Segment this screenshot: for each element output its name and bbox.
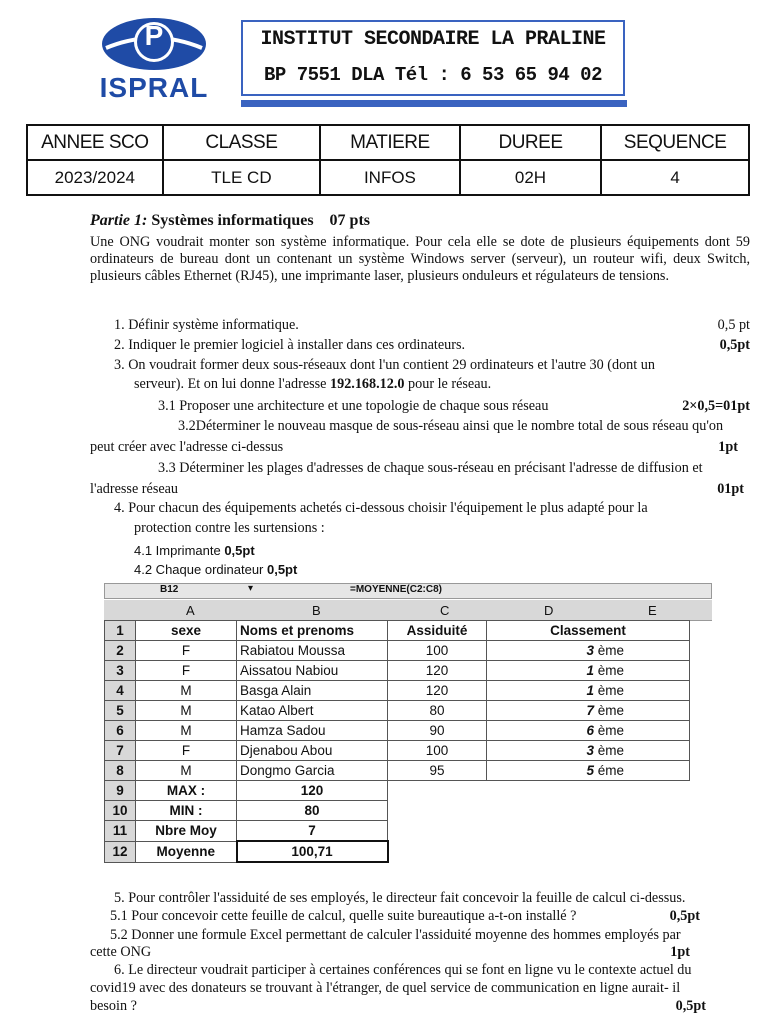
row-number: 1 — [105, 621, 136, 641]
column-c-header: C — [440, 603, 450, 618]
stat-label-moyenne: Moyenne — [136, 841, 237, 862]
empty-cell — [388, 841, 690, 862]
rank-suffix: ème — [597, 723, 625, 738]
question-4-1-points: 0,5pt — [224, 543, 255, 558]
row-number: 6 — [105, 721, 136, 741]
stat-label-min: MIN : — [136, 801, 237, 821]
row-number: 2 — [105, 641, 136, 661]
column-d-header: D — [544, 603, 554, 618]
table-row — [105, 761, 690, 781]
question-5-2-line2: cette ONG — [90, 944, 152, 960]
table-row — [105, 781, 690, 801]
cell-nom: Basga Alain — [237, 681, 388, 701]
cell-classement — [487, 661, 690, 681]
table-row — [105, 661, 690, 681]
row-number: 10 — [105, 801, 136, 821]
question-4-2-text: 4.2 Chaque ordinateur — [134, 562, 267, 577]
rank-number: 5 — [586, 763, 594, 778]
stat-label-nbre-moy: Nbre Moy — [136, 821, 237, 842]
question-6-line3: besoin ? — [90, 998, 137, 1014]
cell-classement — [487, 761, 690, 781]
column-b-header: B — [312, 603, 321, 618]
row-number: 8 — [105, 761, 136, 781]
network-address: 192.168.12.0 — [330, 376, 405, 392]
question-3-1-points: 2×0,5=01pt — [682, 398, 750, 414]
cell-classement — [487, 701, 690, 721]
row-number: 4 — [105, 681, 136, 701]
question-3-2-line2: peut créer avec l'adresse ci-dessus — [90, 439, 284, 455]
cell-nom: Rabiatou Moussa — [237, 641, 388, 661]
fx-dropdown-icon: ▾ — [248, 583, 254, 594]
question-3-1: 3.1 Proposer une architecture et une topologie de chaque sous réseau — [158, 398, 549, 414]
row-number: 11 — [105, 821, 136, 842]
cell-assiduite: 120 — [388, 681, 487, 701]
col-sequence-header: SEQUENCE — [601, 125, 749, 160]
question-5: 5. Pour contrôler l'assiduité de ses employés, le directeur fait concevoir la feuille de calcul ci-dessus. — [114, 890, 686, 906]
rank-suffix: ème — [597, 703, 625, 718]
header-underline-bar — [241, 100, 627, 107]
cell-sexe: M — [136, 681, 237, 701]
cell-nom: Djenabou Abou — [237, 741, 388, 761]
cell-sexe: F — [136, 661, 237, 681]
institution-address: BP 7551 DLA Tél : 6 53 65 94 02 — [264, 64, 602, 86]
annee-value: 2023/2024 — [27, 160, 163, 195]
stat-value-min: 80 — [237, 801, 388, 821]
row-number: 7 — [105, 741, 136, 761]
cell-assiduite: 80 — [388, 701, 487, 721]
question-1-points: 0,5 pt — [717, 317, 750, 333]
question-3-2-points: 1pt — [718, 439, 738, 455]
column-a-header: A — [186, 603, 195, 618]
cell-nom: Katao Albert — [237, 701, 388, 721]
cell-sexe: M — [136, 721, 237, 741]
empty-cell — [388, 821, 690, 842]
question-4-line2: protection contre les surtensions : — [134, 520, 325, 536]
row-number: 3 — [105, 661, 136, 681]
cell-assiduite: 100 — [388, 741, 487, 761]
table-row — [105, 801, 690, 821]
table-row — [105, 641, 690, 661]
header-sexe: sexe — [136, 621, 237, 641]
header-classement: Classement — [487, 621, 690, 641]
header-assiduite: Assiduité — [388, 621, 487, 641]
empty-cell — [388, 801, 690, 821]
question-5-1-points: 0,5pt — [669, 908, 700, 924]
column-header-bar — [104, 600, 712, 621]
logo-text: ISPRAL — [99, 72, 209, 103]
rank-number: 6 — [586, 723, 594, 738]
institution-name: INSTITUT SECONDAIRE LA PRALINE — [260, 28, 606, 51]
question-4-1 — [134, 542, 255, 559]
rank-number: 3 — [586, 643, 594, 658]
question-3-3-line2: l'adresse réseau — [90, 481, 179, 497]
attendance-sheet — [104, 620, 690, 863]
rank-suffix: ème — [597, 643, 625, 658]
col-matiere-header: MATIERE — [320, 125, 460, 160]
question-2-points: 0,5pt — [719, 337, 750, 353]
question-4-1-text: 4.1 Imprimante — [134, 543, 225, 558]
question-4-2 — [134, 561, 297, 578]
column-e-header: E — [648, 603, 657, 618]
question-6-points: 0,5pt — [675, 998, 706, 1014]
rank-suffix: éme — [597, 763, 625, 778]
part1-heading: Systèmes informatiques — [151, 212, 314, 229]
stat-label-max: MAX : — [136, 781, 237, 801]
cell-classement — [487, 681, 690, 701]
question-1: 1. Définir système informatique. — [114, 317, 299, 333]
matiere-value: INFOS — [320, 160, 460, 195]
table-row — [105, 721, 690, 741]
part1-intro: Une ONG voudrait monter son système informatique. Pour cela elle se dote de plusieurs équipements dont 59 ordinateurs de bureau dont un contenant un système Windows server (serveur), un routeur wifi, deux Switch, plusieurs câbles Ethernet (RJ45), une imprimante laser, plusieurs onduleurs et régulateurs de tensions. — [90, 234, 750, 284]
question-5-1: 5.1 Pour concevoir cette feuille de calcul, quelle suite bureautique a-t-on installé ? — [110, 908, 577, 924]
table-row — [105, 821, 690, 842]
question-6-line1: 6. Le directeur voudrait participer à certaines conférences qui se font en ligne vu le contexte actuel du — [114, 962, 692, 978]
part1-points: 07 pts — [329, 212, 370, 229]
cell-nom: Dongmo Garcia — [237, 761, 388, 781]
part1-title — [90, 212, 370, 229]
rank-number: 3 — [586, 743, 594, 758]
col-duree-header: DUREE — [460, 125, 602, 160]
table-row — [105, 841, 690, 862]
question-3-line1: 3. On voudrait former deux sous-réseaux dont l'un contient 29 ordinateurs et l'autre 30 (dont un — [114, 357, 655, 373]
question-4-line1: 4. Pour chacun des équipements achetés ci-dessous choisir l'équipement le plus adapté pour la — [114, 500, 648, 516]
col-classe-header: CLASSE — [163, 125, 320, 160]
question-4-2-points: 0,5pt — [266, 562, 298, 577]
question-3-text-a: serveur). Et on lui donne l'adresse — [134, 376, 330, 392]
table-row — [105, 621, 690, 641]
table-row — [105, 701, 690, 721]
cell-sexe: F — [136, 641, 237, 661]
empty-cell — [388, 781, 690, 801]
table-row — [105, 681, 690, 701]
duree-value: 02H — [460, 160, 602, 195]
cell-sexe: M — [136, 701, 237, 721]
stat-value-max: 120 — [237, 781, 388, 801]
cell-nom: Aissatou Nabiou — [237, 661, 388, 681]
rank-number: 1 — [586, 683, 594, 698]
header-noms: Noms et prenoms — [237, 621, 388, 641]
row-number: 5 — [105, 701, 136, 721]
rank-suffix: ème — [597, 683, 625, 698]
formula-text: =MOYENNE(C2:C8) — [350, 584, 442, 595]
question-3-line2 — [134, 376, 491, 393]
cell-classement — [487, 741, 690, 761]
question-3-text-b: pour le réseau. — [404, 376, 492, 392]
rank-number: 7 — [586, 703, 594, 718]
cell-classement — [487, 721, 690, 741]
cell-nom: Hamza Sadou — [237, 721, 388, 741]
table-row — [105, 741, 690, 761]
question-2: 2. Indiquer le premier logiciel à installer dans ces ordinateurs. — [114, 337, 466, 353]
classe-value: TLE CD — [163, 160, 320, 195]
col-annee-header: ANNEE SCO — [27, 125, 163, 160]
cell-reference: B12 — [160, 584, 179, 595]
part1-label: Partie 1: — [90, 212, 148, 229]
exam-info-table — [26, 124, 750, 196]
cell-sexe: M — [136, 761, 237, 781]
stat-value-nbre-moy: 7 — [237, 821, 388, 842]
question-3-3-points: 01pt — [717, 481, 744, 497]
cell-assiduite: 100 — [388, 641, 487, 661]
rank-number: 1 — [586, 663, 594, 678]
row-number: 9 — [105, 781, 136, 801]
question-3-3-line1: 3.3 Déterminer les plages d'adresses de chaque sous-réseau en précisant l'adresse de diffusion et — [158, 460, 703, 476]
question-5-2-line1: 5.2 Donner une formule Excel permettant de calculer l'assiduité moyenne des hommes employés par — [110, 927, 681, 943]
cell-assiduite: 90 — [388, 721, 487, 741]
question-6-line2: covid19 avec des donateurs se trouvant à l'étranger, de quel service de communication en ligne aurait- il — [90, 980, 681, 996]
sequence-value: 4 — [601, 160, 749, 195]
rank-suffix: ème — [597, 743, 625, 758]
logo-letter: P — [144, 20, 164, 51]
rank-suffix: ème — [597, 663, 625, 678]
row-number: 12 — [105, 841, 136, 862]
cell-assiduite: 120 — [388, 661, 487, 681]
question-5-2-points: 1pt — [670, 944, 690, 960]
cell-assiduite: 95 — [388, 761, 487, 781]
stat-value-moyenne-selected[interactable]: 100,71 — [237, 841, 388, 862]
question-3-2-line1: 3.2Déterminer le nouveau masque de sous-réseau ainsi que le nombre total de sous réseau qu'on — [178, 418, 724, 434]
cell-sexe: F — [136, 741, 237, 761]
cell-classement — [487, 641, 690, 661]
